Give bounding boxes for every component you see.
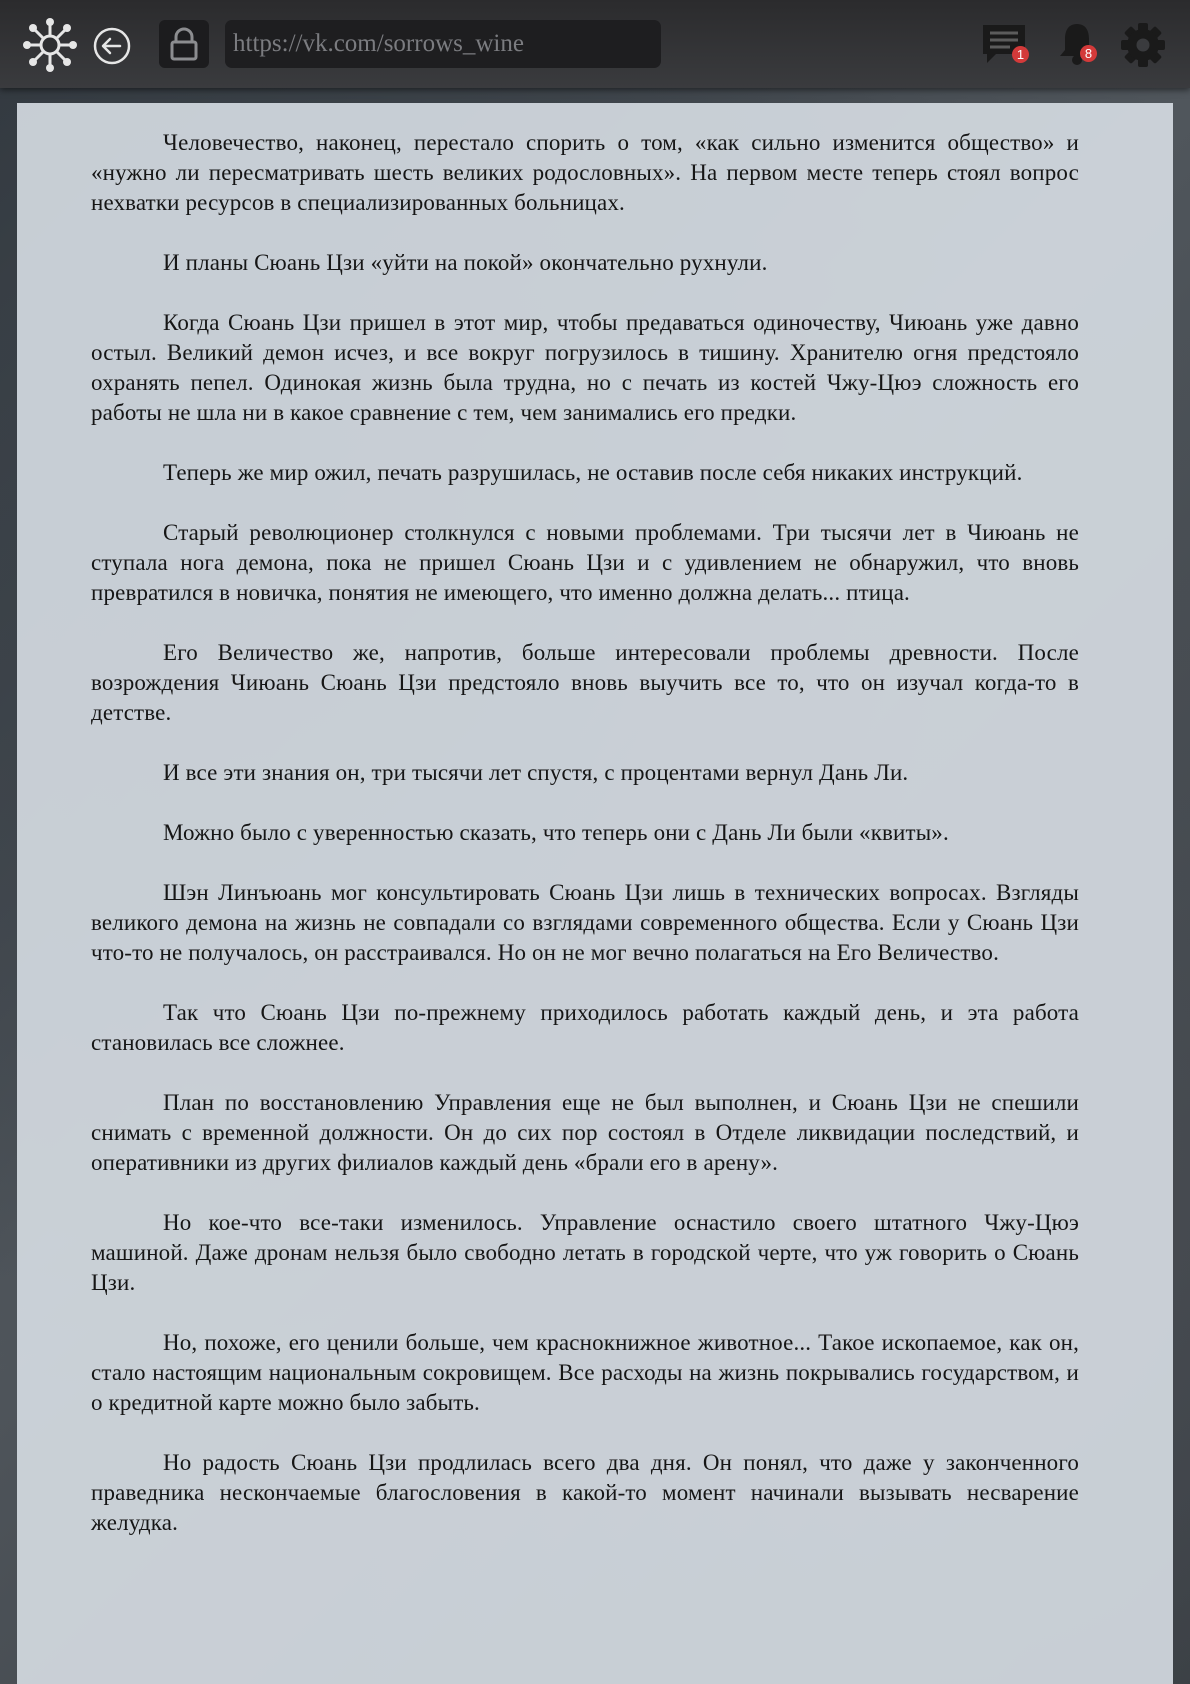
paragraph: И планы Сюань Цзи «уйти на покой» окончательно рухнули. (163, 250, 768, 275)
paragraph: Но кое-что все-таки изменилось. Управление оснастило своего штатного Чжу-Цюэ машиной. Даже дронам нельзя было свободно летать в городской черте, что уж говорить о Сюань Цзи. (91, 1210, 1079, 1295)
lock-icon (168, 27, 200, 61)
address-bar-input[interactable] (225, 20, 661, 68)
reader-page (17, 103, 1173, 1684)
paragraph: План по восстановлению Управления еще не был выполнен, и Сюань Цзи не спешили снимать с временной должности. Он до сих пор состоял в Отделе ликвидации последствий, и оперативники из других филиалов каждый день «брали его в арену». (91, 1090, 1079, 1175)
paragraph: Теперь же мир ожил, печать разрушилась, не оставив после себя никаких инструкций. (163, 460, 1023, 485)
notifications-count-badge: 8 (1080, 45, 1097, 62)
paragraph: Шэн Линъюань мог консультировать Сюань Цзи лишь в технических вопросах. Взгляды великого демона на жизнь не совпадали со взглядами современного общества. Если у Сюань Цзи что-то не получалось, он расстраивался. Но он не мог вечно полагаться на Его Величество. (91, 880, 1079, 965)
site-security-button[interactable] (159, 20, 209, 68)
messages-count-badge: 1 (1012, 46, 1029, 63)
gear-icon[interactable] (1120, 22, 1166, 68)
paragraph: Старый революционер столкнулся с новыми проблемами. Три тысячи лет в Чиюань не ступала нога демона, пока не пришел Сюань Цзи и с удивлением не обнаружил, что вновь превратился в новичка, понятия не имеющего, что именно должна делать... птица. (91, 520, 1079, 605)
paragraph: Можно было с уверенностью сказать, что теперь они с Дань Ли были «квиты». (163, 820, 949, 845)
article-text (91, 128, 1079, 1568)
network-logo-icon[interactable] (22, 17, 78, 73)
paragraph: Его Величество же, напротив, больше интересовали проблемы древности. После возрождения Чиюань Сюань Цзи предстояло вновь выучить все то, что он изучал когда-то в детстве. (91, 640, 1079, 725)
paragraph: Человечество, наконец, перестало спорить о том, «как сильно изменится общество» и «нужно ли пересматривать шесть великих родословных». На первом месте теперь стоял вопрос нехватки ресурсов в специализированных больницах. (91, 130, 1079, 215)
paragraph: Когда Сюань Цзи пришел в этот мир, чтобы предаваться одиночеству, Чиюань уже давно остыл. Великий демон исчез, и все вокруг погрузилось в тишину. Хранителю огня предстояло охранять пепел. Одинокая жизнь была трудна, но с печать из костей Чжу-Цюэ сложность его работы не шла ни в какое сравнение с тем, чем занимались его предки. (91, 310, 1079, 425)
paragraph: Но, похоже, его ценили больше, чем краснокнижное животное... Такое ископаемое, как он, стало настоящим национальным сокровищем. Все расходы на жизнь покрывались государством, и о кредитной карте можно было забыть. (91, 1330, 1079, 1415)
paragraph: И все эти знания он, три тысячи лет спустя, с процентами вернул Дань Ли. (163, 760, 909, 785)
paragraph: Но радость Сюань Цзи продлилась всего два дня. Он понял, что даже у законченного праведника нескончаемые благословения в какой-то момент начинали вызывать несварение желудка. (91, 1450, 1079, 1535)
browser-toolbar (0, 0, 1190, 88)
back-arrow-icon[interactable] (92, 26, 132, 66)
paragraph: Так что Сюань Цзи по-прежнему приходилось работать каждый день, и эта работа становилась все сложнее. (91, 1000, 1079, 1055)
